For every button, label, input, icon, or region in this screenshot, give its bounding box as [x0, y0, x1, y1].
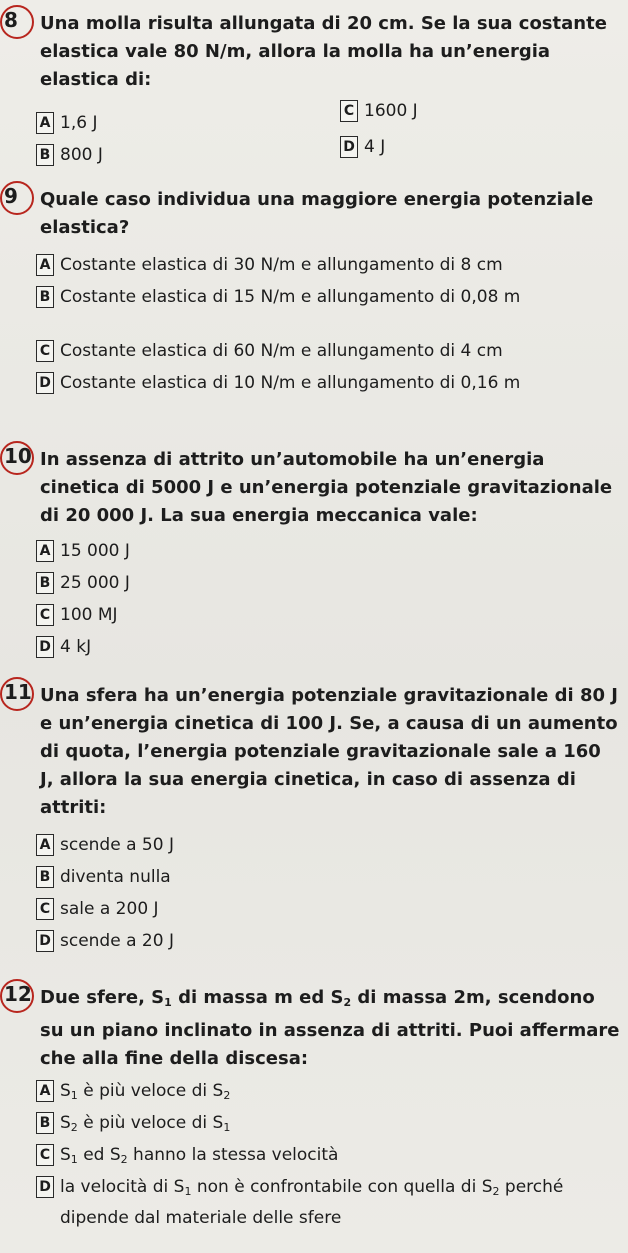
question-stem: Quale caso individua una maggiore energia potenziale elastica? [40, 189, 594, 238]
option-text: 100 MJ [60, 605, 118, 625]
option-d[interactable] [36, 1174, 616, 1231]
option-text: la velocità di $S_1$ non è confrontabile con quella di $S_2$ perché dipende dal materiale delle sfere [60, 1177, 564, 1228]
option-text: 25 000 J [60, 573, 130, 593]
question-stem: Due sfere, $S_1$ di massa m ed $S_2$ di massa 2m, scendono su un piano inclinato in assenza di attriti. Puoi affermare che alla fine della discesa: [40, 987, 620, 1069]
option-d[interactable] [36, 928, 174, 954]
option-d[interactable] [340, 134, 385, 160]
option-letter: D [340, 136, 358, 158]
option-text: 4 kJ [60, 637, 92, 657]
option-letter: C [36, 898, 54, 920]
option-letter: A [36, 540, 54, 562]
question-number: 9 [4, 184, 18, 208]
question-number: 11 [4, 680, 32, 704]
option-a[interactable] [36, 1078, 230, 1109]
option-letter: C [36, 340, 54, 362]
option-text: diventa nulla [60, 867, 171, 887]
option-letter: A [36, 1080, 54, 1102]
option-letter: B [36, 572, 54, 594]
option-text: $S_1$ è più veloce di $S_2$ [60, 1081, 231, 1102]
option-a[interactable] [36, 252, 616, 278]
option-text: 4 J [364, 137, 386, 157]
option-c[interactable] [36, 1142, 338, 1173]
option-letter: A [36, 834, 54, 856]
option-text: $S_1$ ed $S_2$ hanno la stessa velocità [60, 1145, 339, 1166]
option-letter: C [36, 1144, 54, 1166]
option-letter: A [36, 254, 54, 276]
option-b[interactable] [36, 284, 616, 310]
option-b[interactable] [36, 570, 130, 596]
option-c[interactable] [36, 896, 159, 922]
option-letter: B [36, 144, 54, 166]
question-stem: In assenza di attrito un’automobile ha un’energia cinetica di 5000 J e un’energia potenziale gravitazionale di 20 000 J. La sua energia meccanica vale: [40, 449, 613, 526]
question-number: 10 [4, 444, 32, 468]
option-letter: B [36, 286, 54, 308]
option-text: Costante elastica di 30 N/m e allungamento di 8 cm [60, 255, 503, 275]
option-letter: B [36, 866, 54, 888]
option-text: Costante elastica di 10 N/m e allungamento di 0,16 m [60, 373, 521, 393]
option-letter: D [36, 1176, 54, 1198]
option-text: 1,6 J [60, 113, 98, 133]
option-letter: D [36, 636, 54, 658]
option-text: 1600 J [364, 101, 418, 121]
option-letter: C [340, 100, 358, 122]
option-a[interactable] [36, 538, 130, 564]
option-letter: B [36, 1112, 54, 1134]
option-letter: D [36, 372, 54, 394]
option-c[interactable] [36, 602, 118, 628]
option-d[interactable] [36, 370, 616, 396]
option-d[interactable] [36, 634, 91, 660]
question-stem: Una sfera ha un’energia potenziale gravitazionale di 80 J e un’energia cinetica di 100 J. Se, a causa di un aumento di quota, l’energia potenziale gravitazionale sale a 160 J, allora la sua energia cinetica, in caso di assenza di attriti: [40, 685, 618, 818]
option-text: Costante elastica di 15 N/m e allungamento di 0,08 m [60, 287, 521, 307]
question-number: 8 [4, 8, 18, 32]
option-c[interactable] [340, 98, 418, 124]
option-b[interactable] [36, 864, 171, 890]
option-a[interactable] [36, 110, 97, 136]
option-text: sale a 200 J [60, 899, 159, 919]
option-text: scende a 50 J [60, 835, 174, 855]
option-text: Costante elastica di 60 N/m e allungamento di 4 cm [60, 341, 503, 361]
option-b[interactable] [36, 142, 103, 168]
option-letter: C [36, 604, 54, 626]
option-letter: D [36, 930, 54, 952]
option-text: $S_2$ è più veloce di $S_1$ [60, 1113, 231, 1134]
option-c[interactable] [36, 338, 616, 364]
option-text: 800 J [60, 145, 103, 165]
question-stem: Una molla risulta allungata di 20 cm. Se la sua costante elastica vale 80 N/m, allora la molla ha un’energia elastica di: [40, 13, 607, 90]
option-text: 15 000 J [60, 541, 130, 561]
option-b[interactable] [36, 1110, 230, 1141]
option-a[interactable] [36, 832, 174, 858]
option-text: scende a 20 J [60, 931, 174, 951]
option-letter: A [36, 112, 54, 134]
question-number: 12 [4, 982, 32, 1006]
